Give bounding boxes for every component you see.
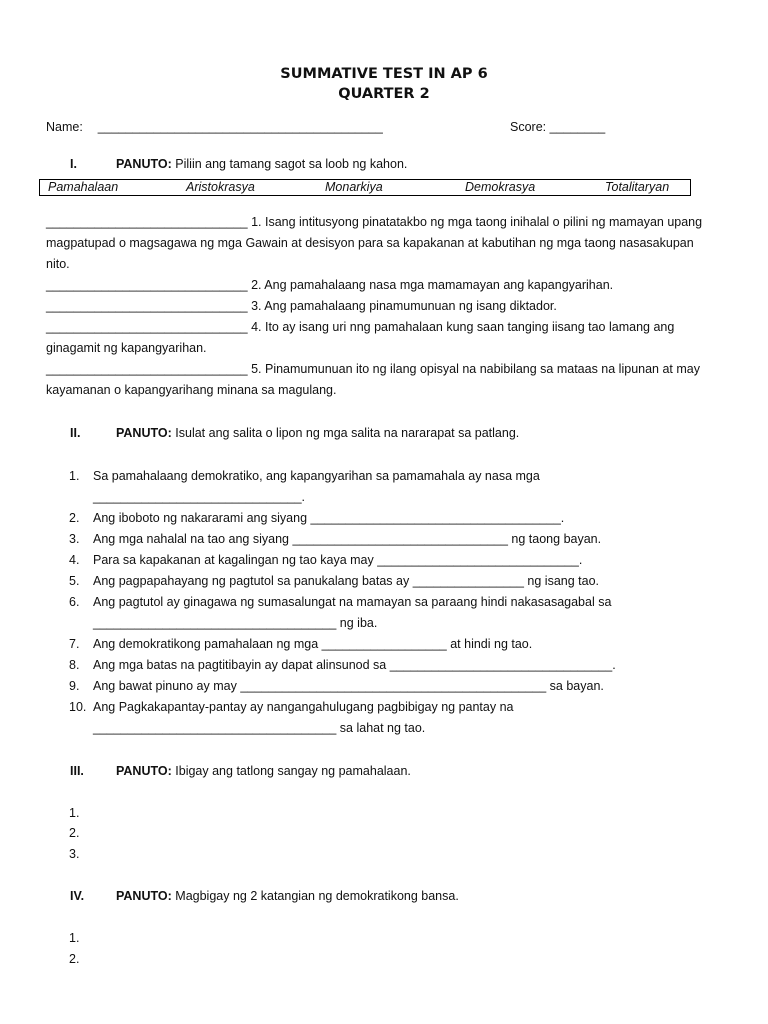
answer-blank: _____________________________ — [46, 278, 248, 292]
item-text: Ang mga batas na pagtitibayin ay dapat alinsunod sa ________________________________. — [93, 658, 616, 672]
answer-blank: ___________________________________ ng iba. — [93, 616, 378, 630]
item-number: 6. — [69, 595, 80, 609]
item-number: 4. — [69, 553, 80, 567]
item-number: 9. — [69, 679, 80, 693]
name-field — [46, 120, 383, 134]
part1-items — [46, 212, 718, 401]
section-numeral: III. — [70, 764, 84, 778]
panuto-label: PANUTO: — [116, 764, 172, 778]
item-number: 3. — [69, 532, 80, 546]
item-number: 10. — [69, 700, 87, 714]
section-instruction: Isulat ang salita o lipon ng mga salita na nararapat sa patlang. — [175, 426, 520, 440]
section-4-heading — [70, 889, 459, 903]
item-continuation: magpatupad o magsagawa ng mga Gawain at desisyon para sa kapakanan at kabutihan ng mga taong nasasakupan — [46, 236, 694, 250]
answer-blank: _____________________________ — [46, 320, 248, 334]
panuto-label: PANUTO: — [116, 157, 172, 171]
item-text: Ang demokratikong pamahalaan ng mga __________________ at hindi ng tao. — [93, 637, 533, 651]
item-continuation: ginagamit ng kapangyarihan. — [46, 341, 207, 355]
item-text: Ang bawat pinuno ay may ____________________________________________ sa bayan. — [93, 679, 604, 693]
score-field — [510, 120, 605, 134]
choice-demokrasya: Demokrasya — [465, 180, 536, 194]
choices-box — [39, 179, 691, 196]
item-continuation: kayamanan o kapangyarihang minana sa magulang. — [46, 383, 337, 397]
item-text: Ang Pagkakapantay-pantay ay nangangahulugang pagbibigay ng pantay na — [93, 700, 514, 714]
list-item — [69, 469, 719, 511]
section-3-heading — [70, 764, 411, 778]
section-numeral: I. — [70, 157, 77, 171]
item-text: Para sa kapakanan at kagalingan ng tao kaya may _____________________________. — [93, 553, 583, 567]
item-text: Ang iboboto ng nakararami ang siyang ____________________________________. — [93, 511, 565, 525]
section-numeral: IV. — [70, 889, 85, 903]
section-instruction: Piliin ang tamang sagot sa loob ng kahon. — [175, 157, 408, 171]
section-1-heading — [70, 157, 407, 171]
list-item: _____________________________ 2. Ang pamahalaang nasa mga mamamayan ang kapangyarihan. — [46, 278, 614, 292]
item-continuation: nito. — [46, 257, 70, 271]
list-item — [69, 595, 719, 637]
score-line: ________ — [549, 120, 606, 134]
page-subtitle: QUARTER 2 — [338, 86, 430, 102]
section-2-heading — [70, 426, 519, 440]
list-item: 2. — [69, 952, 80, 966]
list-item: 1. — [69, 806, 80, 820]
item-number: 8. — [69, 658, 80, 672]
item-text: Ang mga nahalal na tao ang siyang _______________________________ ng taong bayan. — [93, 532, 602, 546]
section-numeral: II. — [70, 426, 81, 440]
answer-blank: ______________________________. — [93, 490, 306, 504]
section-instruction: Ibigay ang tatlong sangay ng pamahalaan. — [175, 764, 411, 778]
list-item: _____________________________ 4. Ito ay isang uri nng pamahalaan kung saan tanging iisang tao lamang ang — [46, 320, 675, 334]
list-item: 3. — [69, 847, 80, 861]
item-number: 7. — [69, 637, 80, 651]
choice-pamahalaan: Pamahalaan — [48, 180, 119, 194]
item-text: Ang pagtutol ay ginagawa ng sumasalungat na mamayan sa paraang hindi nakasasagabal sa — [93, 595, 612, 609]
item-number: 2. — [69, 511, 80, 525]
section-instruction: Magbigay ng 2 katangian ng demokratikong bansa. — [175, 889, 459, 903]
panuto-label: PANUTO: — [116, 426, 172, 440]
page-title: SUMMATIVE TEST IN AP 6 — [280, 66, 488, 82]
list-item: _____________________________ 5. Pinamumunuan ito ng ilang opisyal na nabibilang sa mataas na lipunan at may — [46, 362, 700, 376]
item-number: 5. — [69, 574, 80, 588]
score-label: Score: — [510, 120, 547, 134]
name-label: Name: — [46, 120, 83, 134]
list-item: 2. — [69, 826, 80, 840]
answer-blank: _____________________________ — [46, 362, 248, 376]
choice-aristokrasya: Aristokrasya — [186, 180, 255, 194]
answer-blank: _____________________________ — [46, 299, 248, 313]
choice-totalitaryan: Totalitaryan — [605, 180, 670, 194]
answer-blank: ___________________________________ sa lahat ng tao. — [93, 721, 426, 735]
item-text: Sa pamahalaang demokratiko, ang kapangyarihan sa pamamahala ay nasa mga — [93, 469, 540, 483]
item-number: 1. — [69, 469, 80, 483]
list-item — [69, 700, 719, 742]
list-item: _____________________________ 3. Ang pamahalaang pinamumunuan ng isang diktador. — [46, 299, 557, 313]
answer-blank: _____________________________ — [46, 215, 248, 229]
panuto-label: PANUTO: — [116, 889, 172, 903]
list-item: _____________________________ 1. Isang intitusyong pinatatakbo ng mga taong inihalal o pilini ng mamayan upang — [46, 215, 703, 229]
name-line: _________________________________________ — [97, 120, 383, 134]
choice-monarkiya: Monarkiya — [325, 180, 383, 194]
item-text: Ang pagpapahayang ng pagtutol sa panukalang batas ay ________________ ng isang tao. — [93, 574, 599, 588]
list-item: 1. — [69, 931, 80, 945]
